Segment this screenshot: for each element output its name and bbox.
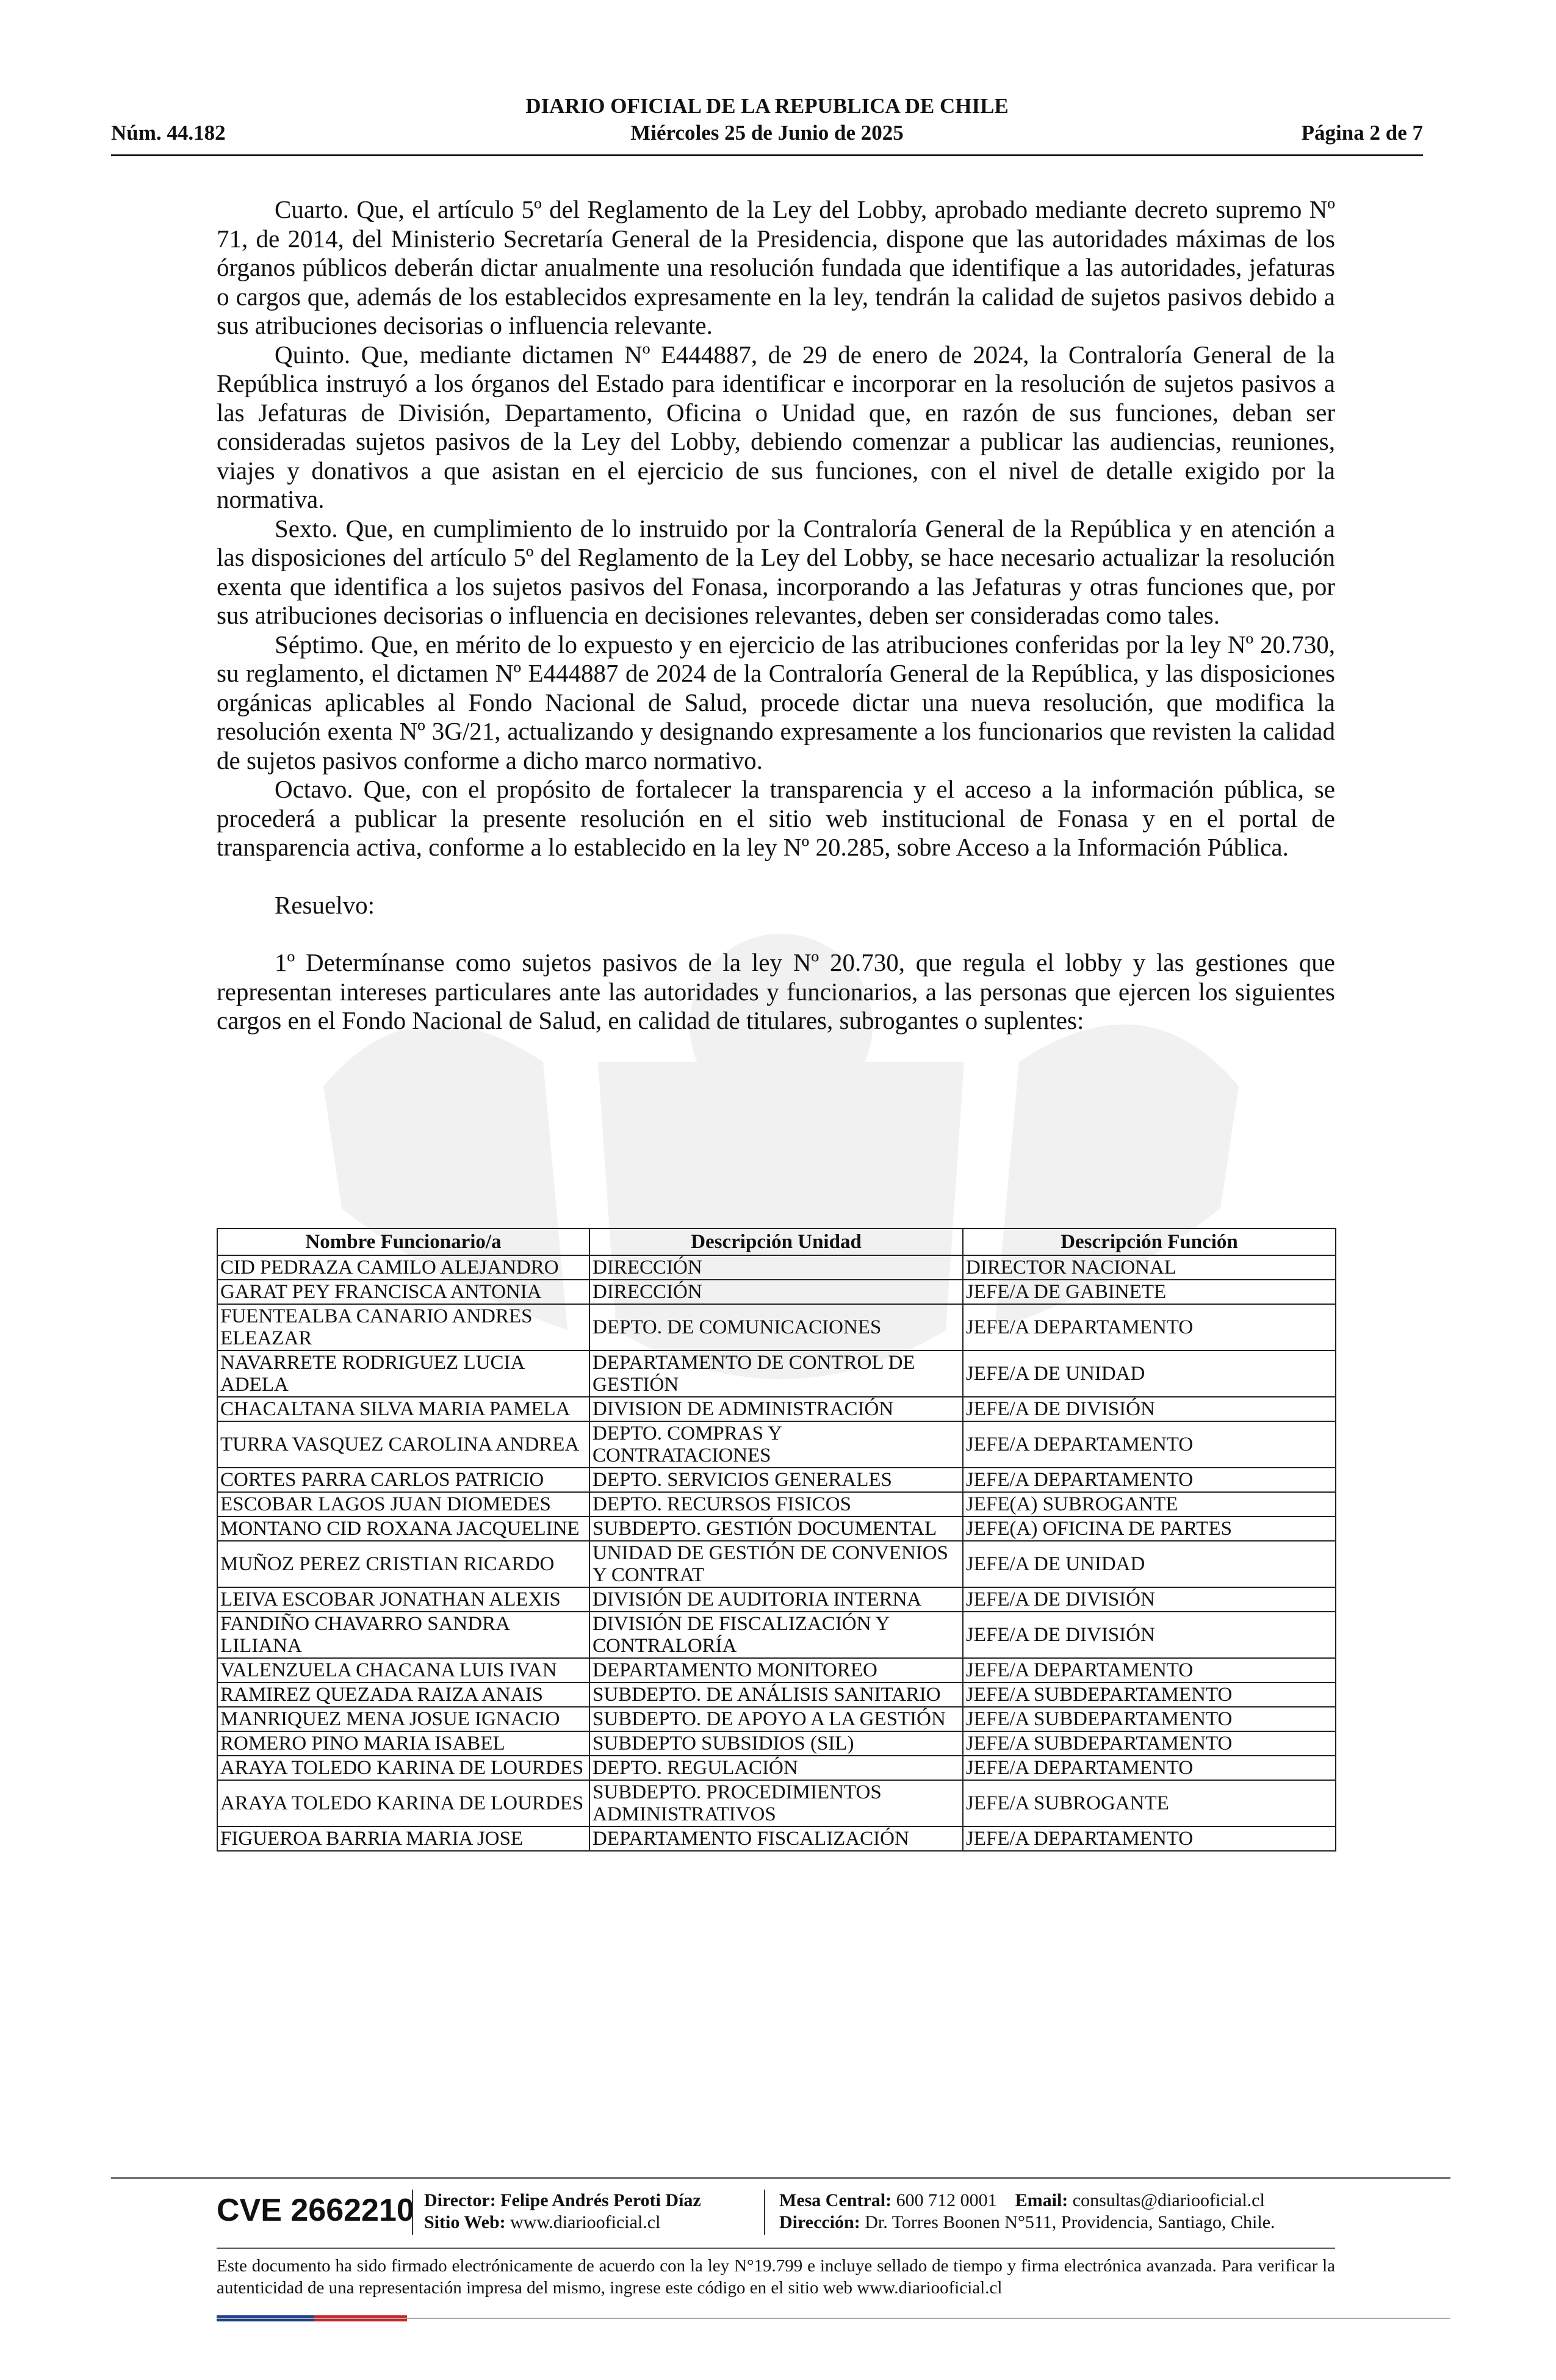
cell-funcion: JEFE/A SUBDEPARTAMENTO — [963, 1682, 1336, 1707]
cell-unidad: DEPTO. RECURSOS FISICOS — [589, 1492, 963, 1516]
cell-funcion: JEFE/A SUBDEPARTAMENTO — [963, 1707, 1336, 1731]
cell-nombre: ESCOBAR LAGOS JUAN DIOMEDES — [217, 1492, 589, 1516]
table-row — [217, 1731, 1336, 1756]
paragraph-sexto: Sexto. Que, en cumplimiento de lo instruido por la Contraloría General de la República y en atención a las disposiciones del artículo 5º del Reglamento de la Ley del Lobby, se hace necesario actualizar la resolución exenta que identifica a los sujetos pasivos del Fonasa, incorporando a las Jefaturas y otras funciones que, por sus atribuciones decisorias o influencia en decisiones relevantes, deben ser consideradas como tales. — [217, 514, 1335, 629]
cell-unidad: DIRECCIÓN — [589, 1280, 963, 1304]
cell-nombre: CID PEDRAZA CAMILO ALEJANDRO — [217, 1255, 589, 1280]
cell-unidad: UNIDAD DE GESTIÓN DE CONVENIOS Y CONTRAT — [589, 1541, 963, 1587]
cell-funcion: JEFE/A DEPARTAMENTO — [963, 1468, 1336, 1492]
cell-nombre: RAMIREZ QUEZADA RAIZA ANAIS — [217, 1682, 589, 1707]
page-header — [111, 93, 1423, 148]
cell-unidad: DEPARTAMENTO MONITOREO — [589, 1658, 963, 1682]
cell-nombre: FANDIÑO CHAVARRO SANDRA LILIANA — [217, 1612, 589, 1658]
cell-funcion: JEFE/A DE UNIDAD — [963, 1541, 1336, 1587]
cell-nombre: ARAYA TOLEDO KARINA DE LOURDES — [217, 1756, 589, 1780]
issue-number: Núm. 44.182 — [111, 121, 226, 145]
cell-nombre: ARAYA TOLEDO KARINA DE LOURDES — [217, 1780, 589, 1826]
cell-funcion: JEFE/A DEPARTAMENTO — [963, 1658, 1336, 1682]
cell-funcion: JEFE(A) OFICINA DE PARTES — [963, 1516, 1336, 1541]
cell-funcion: JEFE/A DE GABINETE — [963, 1280, 1336, 1304]
cell-funcion: JEFE/A DE DIVISIÓN — [963, 1612, 1336, 1658]
cell-nombre: LEIVA ESCOBAR JONATHAN ALEXIS — [217, 1587, 589, 1612]
paragraph-septimo: Séptimo. Que, en mérito de lo expuesto y en ejercicio de las atribuciones conferidas por la ley Nº 20.730, su reglamento, el dictamen Nº E444887 de 2024 de la Contraloría General de la República, y las disposiciones orgánicas aplicables al Fondo Nacional de Salud, procede dictar una nueva resolución, que modifica la resolución exenta Nº 3G/21, actualizando y designando expresamente a los funcionarios que revisten la calidad de sujetos pasivos conforme a dicho marco normativo. — [217, 630, 1335, 774]
table-row — [217, 1587, 1336, 1612]
table-row — [217, 1397, 1336, 1421]
cell-nombre: VALENZUELA CHACANA LUIS IVAN — [217, 1658, 589, 1682]
publication-title: DIARIO OFICIAL DE LA REPUBLICA DE CHILE — [525, 94, 1009, 118]
mesa-value: 600 712 0001 — [896, 2190, 997, 2210]
footer-director-block — [424, 2190, 701, 2234]
cell-nombre: ROMERO PINO MARIA ISABEL — [217, 1731, 589, 1756]
footer — [217, 2185, 1345, 2240]
table-row — [217, 1707, 1336, 1731]
cell-funcion: DIRECTOR NACIONAL — [963, 1255, 1336, 1280]
footer-divider-middle — [217, 2248, 1335, 2249]
table-row — [217, 1255, 1336, 1280]
cell-unidad: SUBDEPTO. DE ANÁLISIS SANITARIO — [589, 1682, 963, 1707]
cell-funcion: JEFE/A DEPARTAMENTO — [963, 1826, 1336, 1851]
address-label: Dirección: — [779, 2212, 860, 2232]
cell-nombre: MONTANO CID ROXANA JACQUELINE — [217, 1516, 589, 1541]
cell-funcion: JEFE/A DEPARTAMENTO — [963, 1421, 1336, 1468]
cell-unidad: SUBDEPTO. PROCEDIMIENTOS ADMINISTRATIVOS — [589, 1780, 963, 1826]
cell-funcion: JEFE/A SUBDEPARTAMENTO — [963, 1731, 1336, 1756]
cell-nombre: NAVARRETE RODRIGUEZ LUCIA ADELA — [217, 1350, 589, 1397]
site-label: Sitio Web: — [424, 2212, 506, 2232]
paragraph-quinto: Quinto. Que, mediante dictamen Nº E444887, de 29 de enero de 2024, la Contraloría General de la República instruyó a los órganos del Estado para identificar e incorporar en la resolución de sujetos pasivos a las Jefaturas de División, Departamento, Oficina o Unidad que, en razón de sus funciones, deban ser consideradas sujetos pasivos de la Ley del Lobby, debiendo comenzar a publicar las audiencias, reuniones, viajes y donativos a que asistan en el ejercicio de sus funciones, con el nivel de detalle exigido por la normativa. — [217, 340, 1335, 513]
cell-unidad: SUBDEPTO SUBSIDIOS (SIL) — [589, 1731, 963, 1756]
cell-unidad: DEPTO. SERVICIOS GENERALES — [589, 1468, 963, 1492]
cell-funcion: JEFE(A) SUBROGANTE — [963, 1492, 1336, 1516]
table-row — [217, 1304, 1336, 1350]
header-divider — [111, 154, 1423, 156]
footer-divider-bottom — [217, 2318, 1450, 2319]
cell-unidad: DEPTO. DE COMUNICACIONES — [589, 1304, 963, 1350]
column-header-unidad: Descripción Unidad — [589, 1228, 963, 1255]
table-row — [217, 1468, 1336, 1492]
cell-nombre: FUENTEALBA CANARIO ANDRES ELEAZAR — [217, 1304, 589, 1350]
cell-unidad: DIVISIÓN DE AUDITORIA INTERNA — [589, 1587, 963, 1612]
director-label: Director: Felipe Andrés Peroti Díaz — [424, 2190, 701, 2210]
cve-code: CVE 2662210 — [217, 2193, 414, 2228]
cell-nombre: MUÑOZ PEREZ CRISTIAN RICARDO — [217, 1541, 589, 1587]
cell-unidad: DEPTO. COMPRAS Y CONTRATACIONES — [589, 1421, 963, 1468]
cell-funcion: JEFE/A DE DIVISIÓN — [963, 1397, 1336, 1421]
table-row — [217, 1756, 1336, 1780]
mesa-label: Mesa Central: — [779, 2190, 892, 2210]
cell-unidad: DIVISION DE ADMINISTRACIÓN — [589, 1397, 963, 1421]
cell-unidad: SUBDEPTO. DE APOYO A LA GESTIÓN — [589, 1707, 963, 1731]
sujetos-pasivos-table — [217, 1228, 1336, 1852]
email-label: Email: — [1015, 2190, 1068, 2210]
cell-unidad: SUBDEPTO. GESTIÓN DOCUMENTAL — [589, 1516, 963, 1541]
footer-separator — [412, 2190, 413, 2235]
table-row — [217, 1780, 1336, 1826]
paragraph-octavo: Octavo. Que, con el propósito de fortalecer la transparencia y el acceso a la información pública, se procederá a publicar la presente resolución en el sitio web institucional de Fonasa y en el portal de transparencia activa, conforme a lo establecido en la ley Nº 20.285, sobre Acceso a la Información Pública. — [217, 775, 1335, 861]
table-body — [217, 1255, 1336, 1851]
cell-nombre: CHACALTANA SILVA MARIA PAMELA — [217, 1397, 589, 1421]
document-body — [217, 195, 1335, 1036]
email-value: consultas@diariooficial.cl — [1072, 2190, 1265, 2210]
resolvo-first-article: 1º Determínanse como sujetos pasivos de la ley Nº 20.730, que regula el lobby y las gestiones que representan intereses particulares ante las autoridades y funcionarios, a las personas que ejercen los siguientes cargos en el Fondo Nacional de Salud, en calidad de titulares, subrogantes o suplentes: — [217, 948, 1335, 1034]
table-row — [217, 1612, 1336, 1658]
table-row — [217, 1280, 1336, 1304]
issue-date: Miércoles 25 de Junio de 2025 — [630, 121, 904, 145]
cell-nombre: FIGUEROA BARRIA MARIA JOSE — [217, 1826, 589, 1851]
table-row — [217, 1350, 1336, 1397]
paragraph-cuarto: Cuarto. Que, el artículo 5º del Reglamento de la Ley del Lobby, aprobado mediante decreto supremo Nº 71, de 2014, del Ministerio Secretaría General de la Presidencia, dispone que las autoridades máximas de los órganos públicos deberán dictar anualmente una resolución fundada que identifique a las autoridades, jefaturas o cargos que, además de los establecidos expresamente en la ley, tendrán la calidad de sujetos pasivos debido a sus atribuciones decisorias o influencia relevante. — [217, 195, 1335, 339]
table-row — [217, 1421, 1336, 1468]
cell-nombre: MANRIQUEZ MENA JOSUE IGNACIO — [217, 1707, 589, 1731]
cell-unidad: DEPTO. REGULACIÓN — [589, 1756, 963, 1780]
table-row — [217, 1682, 1336, 1707]
resolvo-heading: Resuelvo: — [275, 890, 375, 919]
cell-funcion: JEFE/A DE UNIDAD — [963, 1350, 1336, 1397]
cell-unidad: DIVISIÓN DE FISCALIZACIÓN Y CONTRALORÍA — [589, 1612, 963, 1658]
table-row — [217, 1541, 1336, 1587]
cell-funcion: JEFE/A DEPARTAMENTO — [963, 1756, 1336, 1780]
cell-nombre: TURRA VASQUEZ CAROLINA ANDREA — [217, 1421, 589, 1468]
signature-note: Este documento ha sido firmado electrónicamente de acuerdo con la ley N°19.799 e incluye sellado de tiempo y firma electrónica avanzada. Para verificar la autenticidad de una representación impresa del mismo, ingrese este código en el sitio web www.diariooficial.cl — [217, 2256, 1335, 2298]
cell-funcion: JEFE/A DE DIVISIÓN — [963, 1587, 1336, 1612]
cell-unidad: DEPARTAMENTO FISCALIZACIÓN — [589, 1826, 963, 1851]
column-header-nombre: Nombre Funcionario/a — [217, 1228, 589, 1255]
table-row — [217, 1658, 1336, 1682]
table-row — [217, 1492, 1336, 1516]
cell-funcion: JEFE/A SUBROGANTE — [963, 1780, 1336, 1826]
cell-nombre: CORTES PARRA CARLOS PATRICIO — [217, 1468, 589, 1492]
cell-funcion: JEFE/A DEPARTAMENTO — [963, 1304, 1336, 1350]
cell-unidad: DEPARTAMENTO DE CONTROL DE GESTIÓN — [589, 1350, 963, 1397]
table-row — [217, 1516, 1336, 1541]
table-header-row — [217, 1228, 1336, 1255]
cell-nombre: GARAT PEY FRANCISCA ANTONIA — [217, 1280, 589, 1304]
cell-unidad: DIRECCIÓN — [589, 1255, 963, 1280]
column-header-funcion: Descripción Función — [963, 1228, 1336, 1255]
footer-separator — [764, 2190, 765, 2235]
table-row — [217, 1826, 1336, 1851]
page-indicator: Página 2 de 7 — [1301, 121, 1423, 145]
address-value: Dr. Torres Boonen N°511, Providencia, Santiago, Chile. — [865, 2212, 1275, 2232]
site-value: www.diariooficial.cl — [510, 2212, 661, 2232]
footer-contact-block — [779, 2190, 1275, 2234]
footer-divider-top — [111, 2177, 1450, 2179]
